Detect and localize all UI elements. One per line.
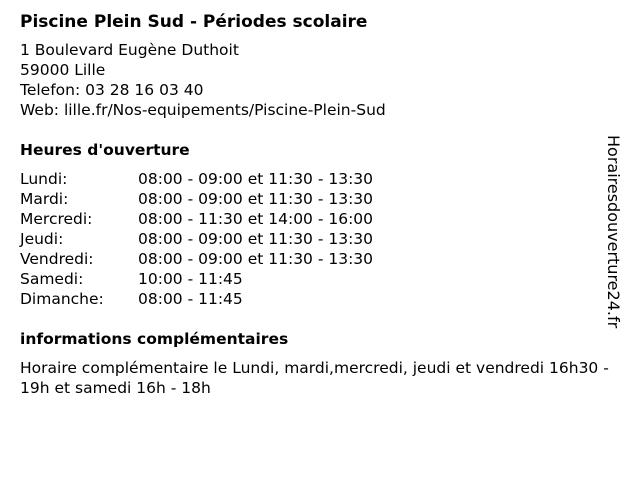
day-hours: 08:00 - 11:30 et 14:00 - 16:00 — [138, 210, 374, 228]
hours-row-lundi — [20, 169, 610, 189]
phone-number: Telefon: 03 28 16 03 40 — [20, 81, 204, 99]
day-label: Jeudi: — [20, 230, 64, 248]
hours-table — [20, 169, 610, 309]
hours-row-mercredi — [20, 209, 610, 229]
place-card — [20, 10, 610, 398]
day-hours: 08:00 - 09:00 et 11:30 - 13:30 — [138, 230, 374, 248]
hours-row-vendredi — [20, 249, 610, 269]
website-link: Web: lille.fr/Nos-equipements/Piscine-Plein-Sud — [20, 101, 386, 119]
day-hours: 08:00 - 09:00 et 11:30 - 13:30 — [138, 190, 374, 208]
info-text: Horaire complémentaire le Lundi, mardi,mercredi, jeudi et vendredi 16h30 - 19h et samedi 16h - 18h — [20, 359, 609, 397]
day-label: Dimanche: — [20, 290, 104, 308]
day-label: Mercredi: — [20, 210, 93, 228]
day-hours: 10:00 - 11:45 — [138, 270, 243, 288]
day-hours: 08:00 - 11:45 — [138, 290, 243, 308]
day-hours: 08:00 - 09:00 et 11:30 - 13:30 — [138, 250, 374, 268]
address-block — [20, 40, 610, 120]
street-address: 1 Boulevard Eugène Duthoit — [20, 41, 239, 59]
side-brand-text: Horairesdouverture24.fr — [604, 135, 623, 329]
hours-row-samedi — [20, 269, 610, 289]
day-label: Mardi: — [20, 190, 69, 208]
hours-row-jeudi — [20, 229, 610, 249]
day-label: Lundi: — [20, 170, 68, 188]
hours-row-mardi — [20, 189, 610, 209]
city-postcode: 59000 Lille — [20, 61, 106, 79]
day-label: Vendredi: — [20, 250, 94, 268]
day-hours: 08:00 - 09:00 et 11:30 - 13:30 — [138, 170, 374, 188]
day-label: Samedi: — [20, 270, 84, 288]
hours-heading: Heures d'ouverture — [20, 141, 190, 159]
page-title: Piscine Plein Sud - Périodes scolaire — [20, 12, 368, 32]
hours-row-dimanche — [20, 289, 610, 309]
info-heading: informations complémentaires — [20, 330, 289, 348]
